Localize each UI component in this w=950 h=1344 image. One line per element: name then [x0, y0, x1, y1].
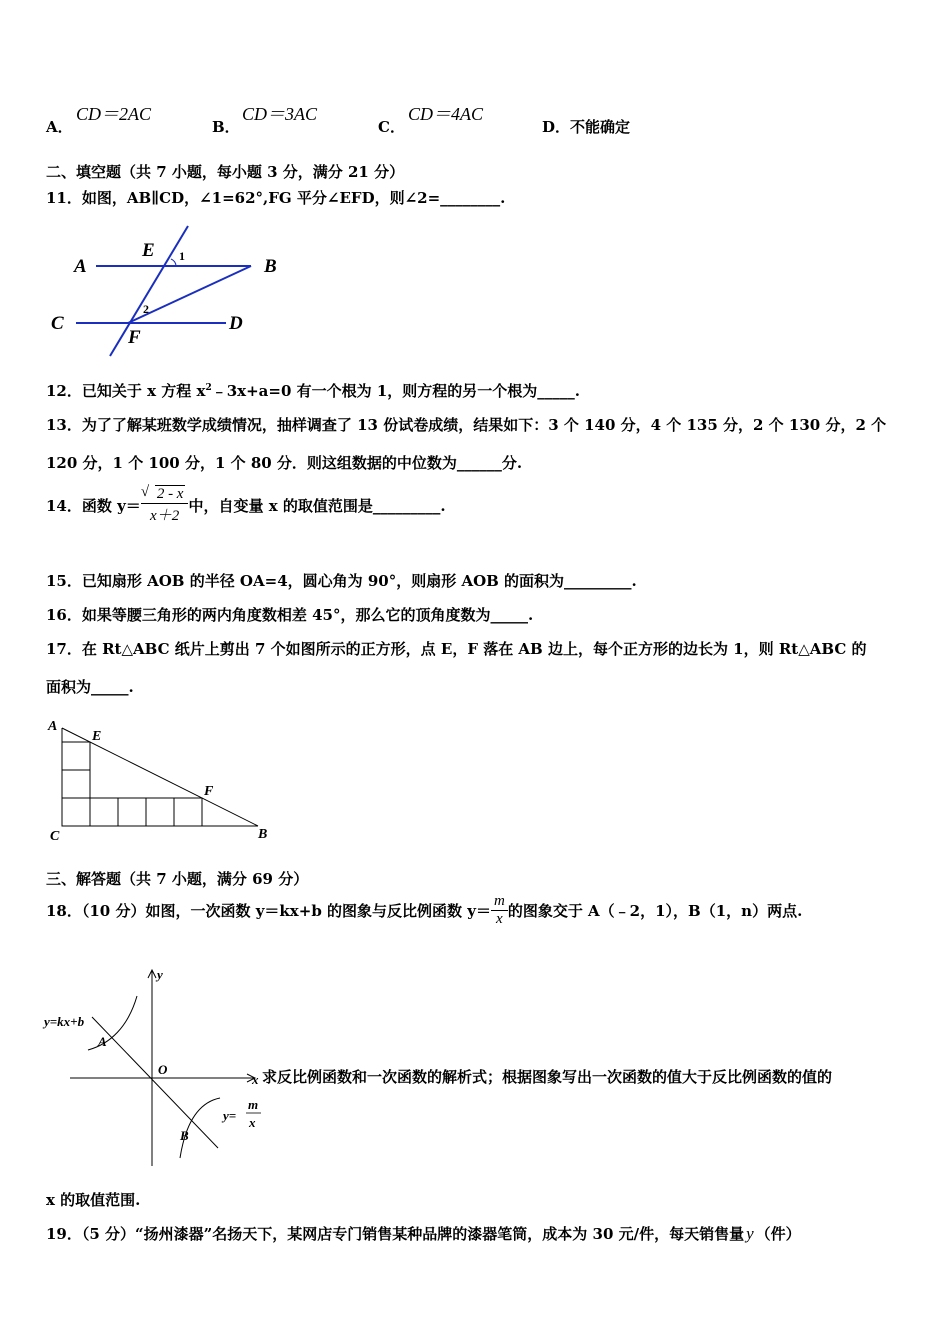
label-y-axis: y — [157, 967, 163, 982]
q14-pre: 14．函数 y＝ — [46, 497, 141, 515]
q18-frac-den: x — [496, 911, 503, 927]
q18-line3: x 的取值范围. — [46, 1191, 141, 1209]
q10-option-c — [378, 116, 405, 137]
label-angle2: 2 — [143, 302, 149, 316]
label-d: D — [229, 313, 243, 334]
label-hyperbola-prefix: y= — [223, 1108, 237, 1123]
q19-unit: （件） — [755, 1225, 801, 1243]
q13-line2: 120 分，1 个 100 分，1 个 80 分．则这组数据的中位数为______分. — [46, 454, 523, 472]
square — [62, 798, 90, 826]
q15-text: 15．已知扇形 AOB 的半径 OA=4，圆心角为 90°，则扇形 AOB 的面积为_________. — [46, 572, 637, 590]
label-e: E — [142, 240, 155, 261]
label-b: B — [180, 1128, 189, 1143]
square — [90, 798, 118, 826]
section2-heading: 二、填空题（共 7 小题，每小题 3 分，满分 21 分） — [46, 163, 405, 181]
label-a: A — [74, 256, 87, 277]
q10-option-a-expr: CD＝2AC — [76, 104, 152, 124]
label-origin: O — [158, 1062, 168, 1077]
q11-figure — [46, 222, 296, 362]
q19-text — [46, 1223, 801, 1244]
label-f: F — [128, 327, 141, 348]
q17-line2: 面积为_____. — [46, 678, 134, 696]
label-b: B — [258, 827, 268, 842]
label-f: F — [204, 784, 214, 799]
label-a: A — [48, 719, 58, 734]
q10-option-a — [46, 116, 73, 137]
label-angle1: 1 — [179, 249, 185, 263]
q10-option-b-expr: CD＝3AC — [242, 104, 318, 124]
q18-figure — [40, 962, 270, 1172]
square — [174, 798, 202, 826]
q18-pre: 18．（10 分）如图，一次函数 y＝kx+b 的图象与反比例函数 y＝ — [46, 902, 491, 920]
q10-option-d — [542, 116, 630, 137]
q11-text: 11．如图，AB∥CD，∠1=62°,FG 平分∠EFD，则∠2=________. — [46, 189, 506, 207]
square — [146, 798, 174, 826]
q14-numerator — [141, 486, 189, 504]
section3-heading: 三、解答题（共 7 小题，满分 69 分） — [46, 870, 309, 888]
q14-post: 中，自变量 x 的取值范围是_________. — [188, 497, 446, 515]
linear-function-line — [92, 1017, 218, 1148]
q17-line1: 17．在 Rt△ABC 纸片上剪出 7 个如图所示的正方形，点 E，F 落在 AB 边上，每个正方形的边长为 1，则 Rt△ABC 的 — [46, 640, 867, 658]
q17-figure — [46, 716, 276, 846]
q12-pre: 12．已知关于 x 方程 x — [46, 382, 206, 400]
option-label: D． — [542, 118, 571, 136]
label-x-axis: x — [252, 1072, 259, 1087]
option-label: B． — [212, 118, 240, 136]
q10-option-b — [212, 116, 240, 137]
square — [118, 798, 146, 826]
q19-main: 19．（5 分）“扬州漆器”名扬天下，某网店专门销售某种品牌的漆器笔筒，成本为 30 元/件，每天销售量 — [46, 1225, 745, 1243]
q10-option-c-expr: CD＝4AC — [408, 104, 484, 124]
label-line-equation: y=kx+b — [44, 1014, 85, 1029]
q16-text: 16．如果等腰三角形的两内角度数相差 45°，那么它的顶角度数为_____. — [46, 606, 534, 624]
label-hyperbola-den: x — [249, 1115, 256, 1130]
square — [62, 742, 90, 770]
q14-fraction — [141, 486, 189, 525]
q13-line1: 13．为了了解某班数学成绩情况，抽样调查了 13 份试卷成绩，结果如下：3 个 140 分，4 个 135 分，2 个 130 分，2 个 — [46, 416, 887, 434]
label-c: C — [51, 313, 64, 334]
label-b: B — [264, 256, 277, 277]
option-label: C． — [378, 118, 405, 136]
label-a: A — [98, 1034, 107, 1049]
label-hyperbola-num: m — [248, 1097, 259, 1112]
angle1-arc — [171, 259, 176, 266]
sqrt-icon: √ — [140, 484, 150, 500]
q18-side-text: 求反比例函数和一次函数的解析式；根据图象写出一次函数的值大于反比例函数的值的 — [262, 1068, 833, 1086]
q18-post: 的图象交于 A（﹣2，1），B（1，n）两点. — [507, 902, 803, 920]
q18-text — [46, 893, 802, 928]
option-text: 不能确定 — [570, 118, 631, 136]
q14-num-text: 2 - x — [156, 486, 184, 502]
option-label: A． — [46, 118, 73, 136]
q12-sup: 2 — [205, 383, 212, 393]
label-e: E — [92, 729, 102, 744]
q19-var: y — [746, 1224, 754, 1243]
square — [62, 770, 90, 798]
q14-text — [46, 486, 446, 525]
hyperbola-branch-upper — [88, 996, 137, 1050]
q18-fraction — [491, 893, 508, 928]
q18-frac-num: m — [491, 893, 508, 911]
q12-post: ﹣3x+a=0 有一个根为 1，则方程的另一个根为_____. — [211, 382, 580, 400]
q14-denominator: x＋2 — [150, 508, 180, 524]
label-c: C — [50, 829, 60, 844]
q12-text — [46, 380, 580, 401]
